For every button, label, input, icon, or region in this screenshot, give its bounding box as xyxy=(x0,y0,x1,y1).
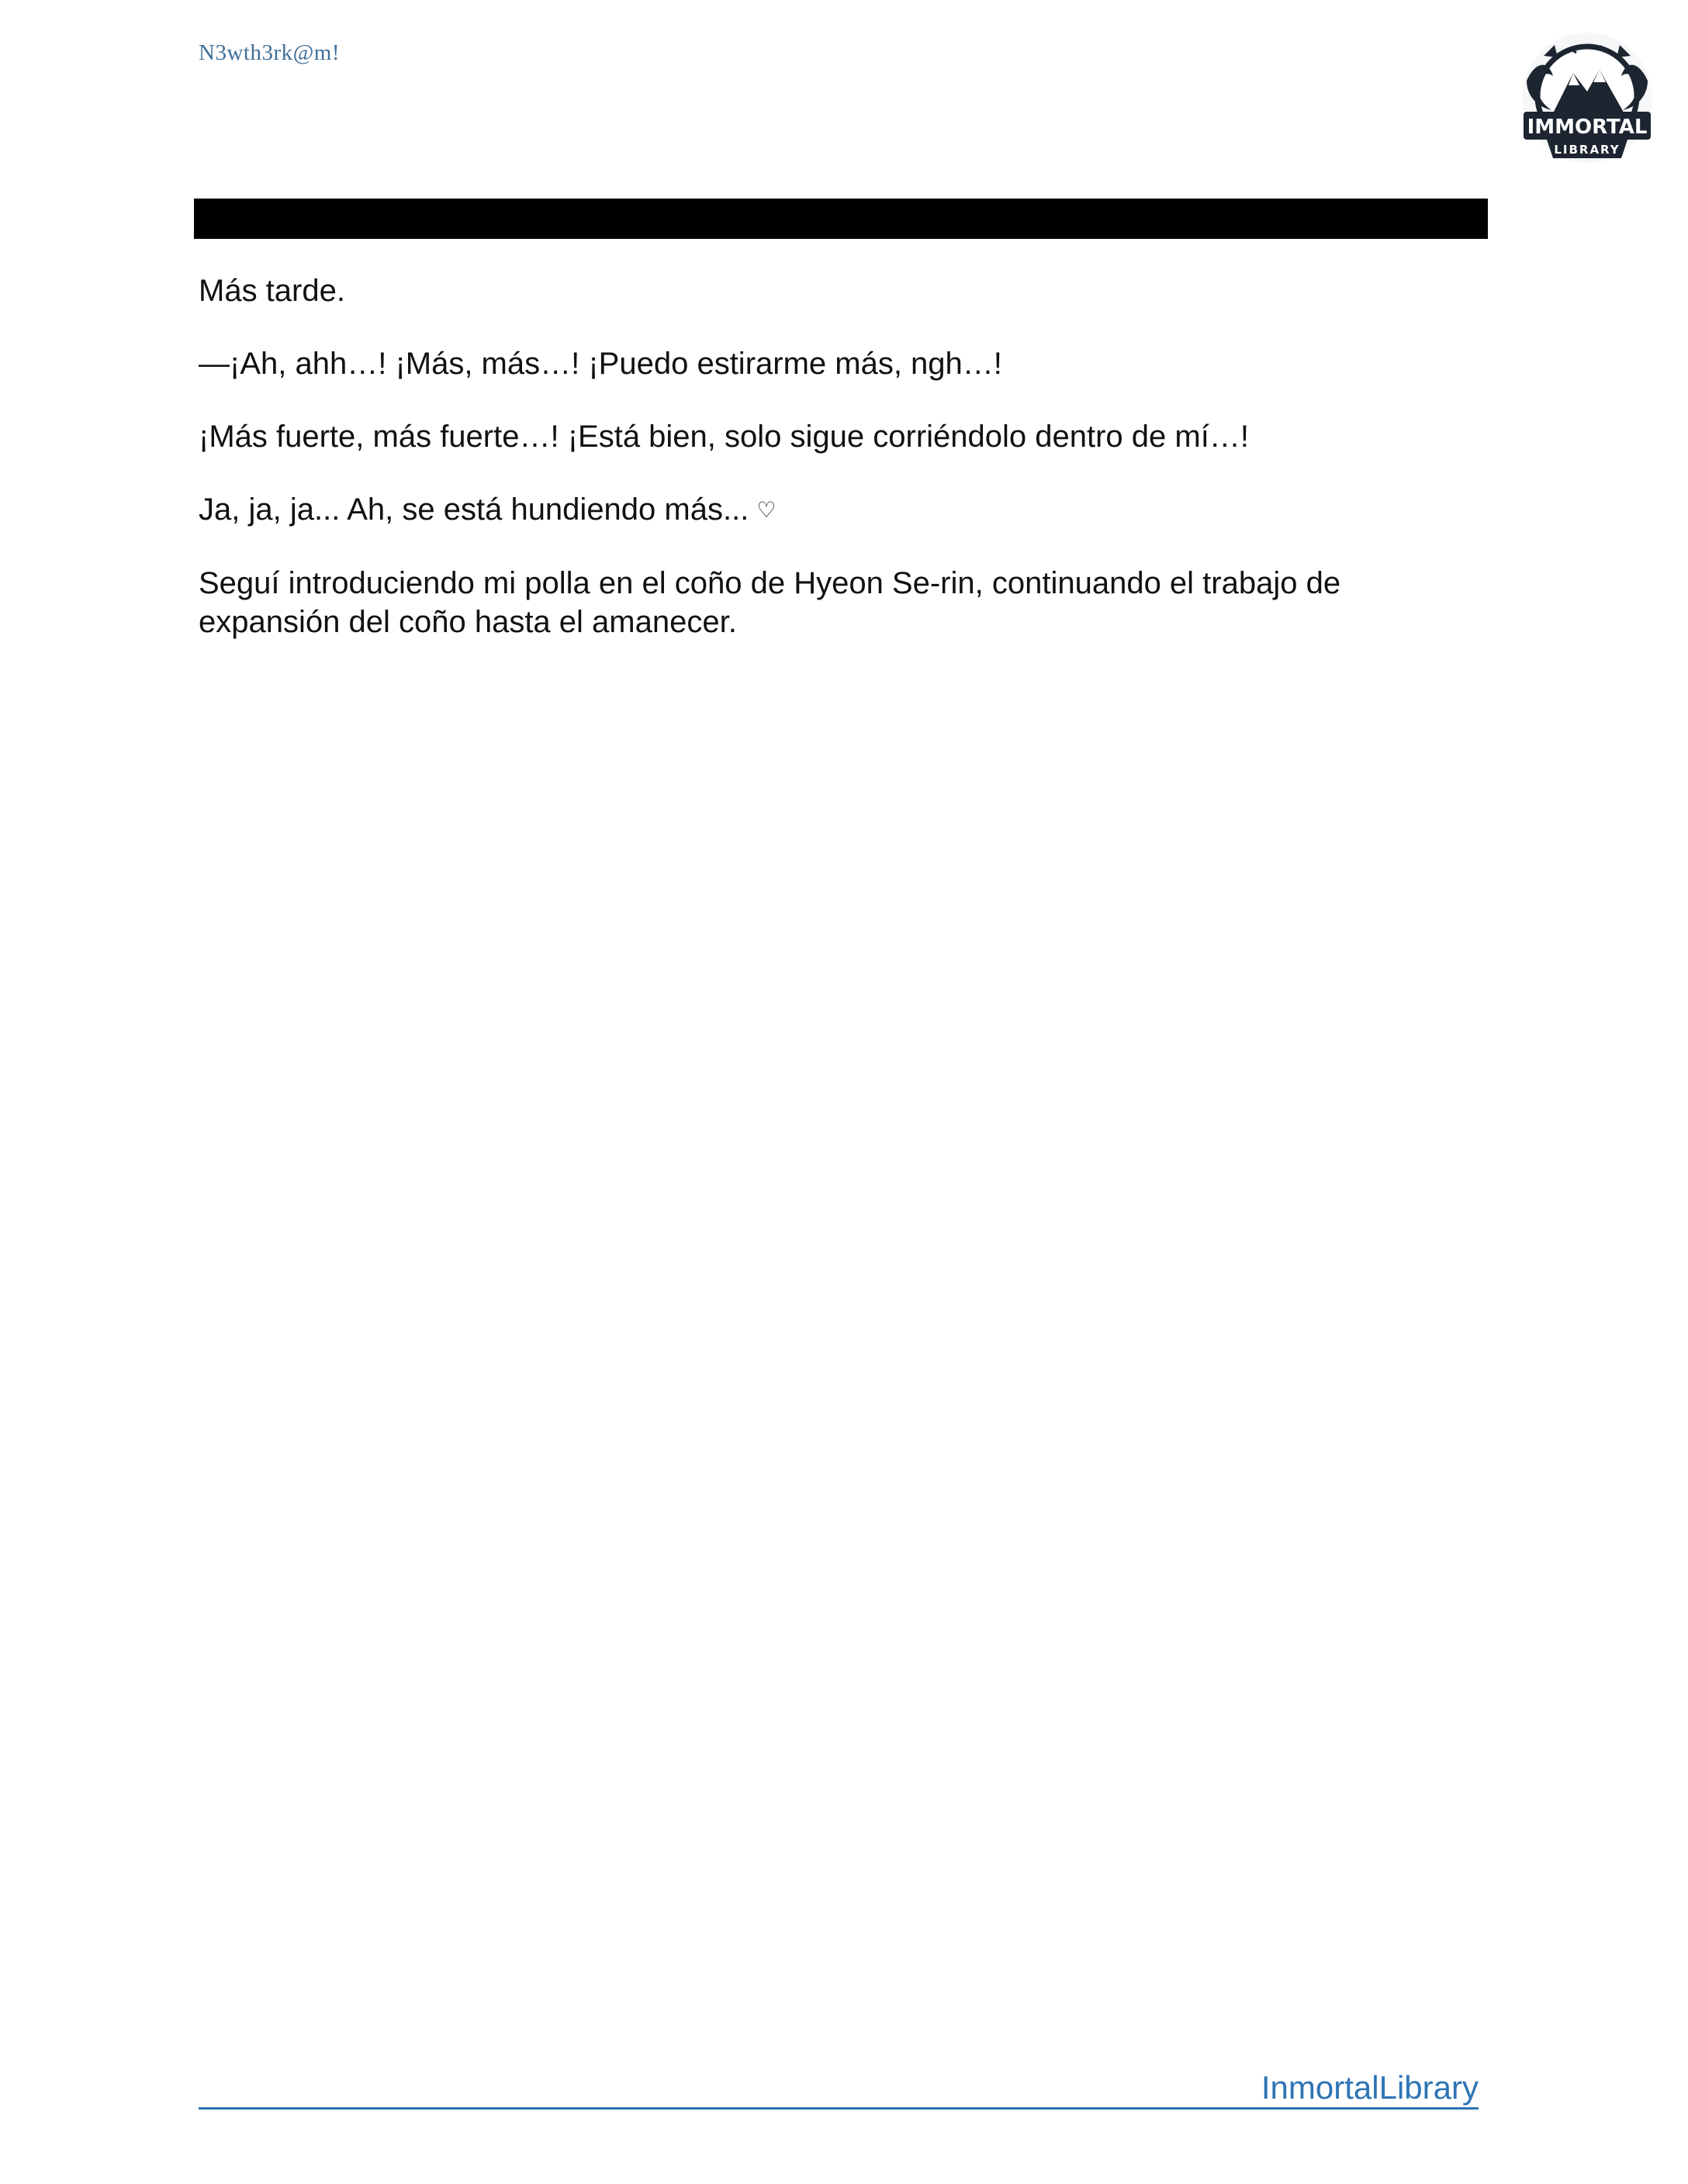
document-body xyxy=(199,271,1486,676)
header-watermark: N3wth3rk@m! xyxy=(199,40,341,65)
footer-link[interactable]: InmortalLibrary xyxy=(1261,2069,1479,2106)
paragraph-dialogue-2: ¡Más fuerte, más fuerte…! ¡Está bien, solo sigue corriéndolo dentro de mí…! xyxy=(199,420,1249,454)
logo-title-text: IMMORTAL xyxy=(1527,116,1648,139)
heart-icon: ♡ xyxy=(756,497,777,523)
footer-divider xyxy=(199,2107,1479,2110)
immortal-library-logo xyxy=(1513,29,1662,169)
paragraph-dialogue-3-text: Ja, ja, ja... Ah, se está hundiendo más... xyxy=(199,492,749,527)
logo-subtitle-text: LIBRARY xyxy=(1554,143,1621,157)
paragraph-later: Más tarde. xyxy=(199,274,345,308)
paragraph-narration: Seguí introduciendo mi polla en el coño de Hyeon Se-rin, continuando el trabajo de expansión del coño hasta el amanecer. xyxy=(199,566,1341,639)
paragraph-dialogue-3 xyxy=(199,490,1486,530)
redaction-bar xyxy=(194,199,1488,239)
paragraph-dialogue-1: —¡Ah, ahh…! ¡Más, más…! ¡Puedo estirarme más, ngh…! xyxy=(199,347,1002,381)
